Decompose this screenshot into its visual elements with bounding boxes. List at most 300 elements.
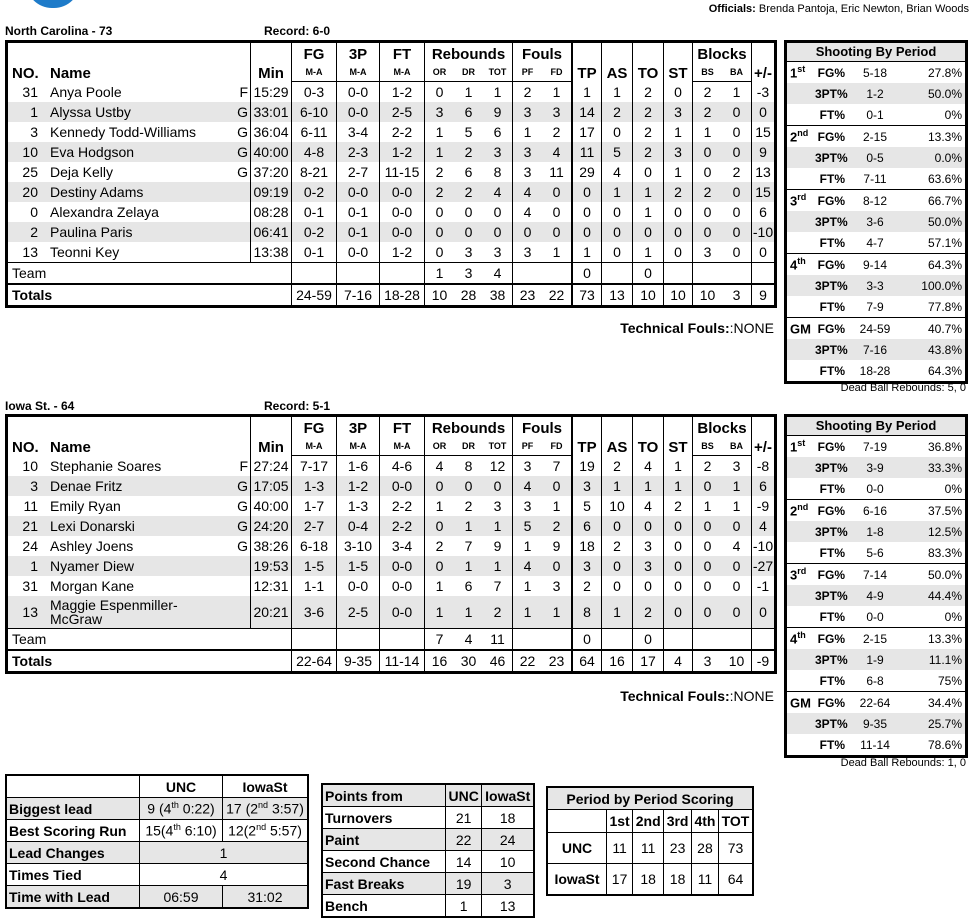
shooting-row — [787, 211, 965, 232]
stat-as: 0 — [602, 576, 633, 596]
shooting-row — [787, 147, 965, 168]
shooting-period — [787, 318, 965, 381]
total-dr: 30 — [454, 650, 483, 671]
scoring-run-isu: 12(2nd 5:57) — [223, 820, 309, 842]
player-name: Deja Kelly G — [50, 164, 248, 180]
shooting-period — [787, 436, 965, 500]
stat-to: 2 — [633, 102, 664, 122]
player-name: Stephanie Soares F — [50, 457, 248, 474]
stat-tp3: 2-5 — [337, 596, 380, 629]
biggest-lead-unc: 9 (4th 0:22) — [140, 798, 223, 820]
shooting-stat: 3PT% — [815, 343, 848, 357]
col-fouls: Fouls — [513, 43, 573, 63]
team-title-isu: Iowa St. - 64 — [5, 399, 75, 413]
stat-pm: 15 — [752, 182, 775, 202]
stat-tp3: 3-10 — [337, 536, 380, 556]
period-score: 73 — [718, 833, 753, 864]
player-number: 24 — [22, 538, 38, 554]
scoring-run-label: Best Scoring Run — [6, 820, 140, 842]
shooting-made-attempted: 0-1 — [866, 108, 884, 122]
officials: Officials: Brenda Pantoja, Eric Newton, Brian Woods — [708, 3, 969, 15]
player-number: 0 — [30, 204, 38, 220]
player-number: 11 — [23, 498, 38, 514]
player-number: 31 — [22, 578, 38, 594]
points-from-label: Bench — [322, 895, 446, 918]
team-fg — [292, 629, 337, 651]
col-st: ST — [664, 43, 693, 82]
stat-tp3: 0-0 — [337, 82, 380, 103]
period-score: 28 — [691, 833, 718, 864]
stat-dr: 1 — [464, 84, 473, 100]
stat-tp3: 0-4 — [337, 516, 380, 536]
stat-pm: -9 — [752, 496, 775, 516]
col-isu: IowaSt — [223, 775, 309, 798]
shooting-pct: 0% — [944, 108, 962, 122]
stat-to: 1 — [633, 242, 664, 263]
player-minutes: 17:05 — [251, 476, 292, 496]
stat-fg: 0-1 — [292, 242, 337, 263]
stat-or: 4 — [425, 456, 455, 477]
stat-ba: 0 — [732, 204, 741, 220]
shooting-made-attempted: 7-11 — [863, 172, 887, 186]
stat-fd: 0 — [542, 182, 572, 202]
times-tied-label: Times Tied — [6, 864, 140, 886]
shooting-pct: 66.7% — [927, 194, 962, 208]
shooting-pct: 0.0% — [934, 151, 962, 165]
shooting-stat: FG% — [817, 440, 845, 454]
player-row — [8, 596, 774, 629]
team-fg — [292, 263, 337, 285]
shooting-made-attempted: 22-64 — [859, 696, 891, 710]
shooting-stat: FT% — [819, 482, 845, 496]
shooting-row — [787, 564, 965, 585]
shooting-stat: FG% — [817, 568, 845, 582]
stat-dr: 6 — [454, 102, 483, 122]
shooting-stat: FT% — [819, 546, 845, 560]
team-tot: 11 — [483, 629, 513, 651]
shooting-pct: 43.8% — [927, 343, 962, 357]
stat-fg: 0-3 — [292, 82, 337, 103]
stat-to: 2 — [633, 82, 664, 103]
stat-ba: 1 — [732, 84, 741, 100]
player-name: Eva Hodgson G — [46, 142, 251, 162]
stat-fd: 2 — [552, 124, 561, 140]
stat-tp3: 0-1 — [337, 222, 380, 242]
shooting-pct: 50.0% — [927, 87, 962, 101]
stat-ft: 0-0 — [380, 182, 425, 202]
total-ba: 3 — [722, 284, 752, 305]
stat-ba: 0 — [732, 124, 741, 140]
shooting-row — [787, 670, 965, 691]
shooting-title: Shooting By Period — [787, 43, 965, 62]
stat-bs: 0 — [693, 202, 723, 222]
team-st — [664, 629, 693, 651]
col-tp: TP — [572, 417, 602, 456]
shooting-made-attempted: 7-19 — [862, 440, 888, 454]
team-tp3 — [337, 263, 380, 285]
shooting-made-attempted: 6-8 — [866, 674, 884, 688]
shooting-stat: 3PT% — [815, 215, 848, 229]
shooting-made-attempted: 0-0 — [866, 482, 884, 496]
stat-tot: 9 — [483, 102, 513, 122]
shooting-row — [787, 296, 965, 317]
player-name: Kennedy Todd-Williams G — [50, 124, 248, 140]
points-from-isu: 3 — [482, 873, 534, 895]
player-number: 2 — [8, 222, 46, 242]
player-name: Denae Fritz G — [46, 476, 251, 496]
shooting-by-period-unc — [784, 40, 968, 384]
period-score: 11 — [633, 833, 664, 864]
stat-st: 0 — [664, 202, 693, 222]
player-row — [8, 516, 774, 536]
shooting-stat: 3PT% — [815, 589, 848, 603]
player-position: F — [239, 457, 248, 474]
player-position: F — [239, 83, 248, 100]
shooting-pct: 50.0% — [927, 215, 962, 229]
stat-to: 4 — [633, 456, 664, 477]
shooting-stat: FT% — [819, 108, 845, 122]
points-from-unc: 22 — [446, 829, 482, 851]
player-row — [8, 496, 774, 516]
shooting-period — [787, 126, 965, 190]
player-position: G — [237, 498, 248, 514]
player-row — [8, 82, 774, 103]
shooting-made-attempted: 6-16 — [862, 504, 888, 518]
shooting-pct: 57.1% — [927, 236, 962, 250]
stat-pm: -3 — [752, 82, 775, 103]
technical-fouls-isu: Technical Fouls::NONE — [620, 688, 774, 704]
stat-tp3: 2-3 — [337, 142, 380, 162]
stat-pf: 1 — [513, 596, 543, 629]
stat-tp: 0 — [572, 202, 602, 222]
stat-st: 0 — [664, 536, 693, 556]
scoring-run-unc: 15(4th 6:10) — [140, 820, 223, 842]
stat-dr: 1 — [454, 516, 483, 536]
stat-or: 0 — [425, 476, 455, 496]
stat-tp3: 0-1 — [337, 202, 380, 222]
totals-label: Totals — [8, 284, 292, 305]
stat-tot: 0 — [483, 476, 513, 496]
player-minutes: 15:29 — [251, 82, 292, 103]
shooting-made-attempted: 1-8 — [866, 525, 884, 539]
shooting-stat: FG% — [817, 322, 845, 336]
period-number: 1st — [790, 64, 806, 81]
stat-tot: 4 — [483, 182, 513, 202]
total-or: 10 — [425, 284, 455, 305]
total-pm: -9 — [752, 650, 775, 671]
shooting-made-attempted: 9-14 — [862, 258, 888, 272]
stat-dr: 7 — [464, 538, 473, 554]
stat-fg: 4-8 — [292, 142, 337, 162]
period-team: IowaSt — [547, 864, 607, 896]
period-col: TOT — [718, 810, 753, 833]
period-number: 2nd — [790, 502, 809, 519]
stat-bs: 0 — [693, 222, 723, 242]
player-number: 1 — [8, 102, 46, 122]
col-no: NO. — [12, 64, 39, 82]
player-minutes: 13:38 — [251, 242, 292, 263]
stat-to: 1 — [633, 202, 664, 222]
stat-as: 1 — [602, 182, 633, 202]
shooting-pct: 50.0% — [927, 568, 962, 582]
stat-dr: 0 — [454, 222, 483, 242]
team-bs — [693, 629, 723, 651]
col-fg-ma: M-A — [292, 63, 337, 82]
stat-to: 3 — [633, 536, 664, 556]
period-score: 18 — [664, 864, 692, 896]
stat-dr: 0 — [464, 204, 473, 220]
stat-tp3: 0-0 — [337, 182, 380, 202]
player-minutes: 33:01 — [251, 102, 292, 122]
stat-fd: 0 — [542, 222, 572, 242]
stat-ft: 1-2 — [380, 82, 425, 103]
shooting-row — [787, 318, 965, 339]
stat-tp3: 3-4 — [337, 122, 380, 142]
team-ft — [380, 629, 425, 651]
shooting-pct: 0% — [944, 482, 962, 496]
stat-pm: 4 — [752, 516, 775, 536]
shooting-row — [787, 649, 965, 670]
stat-as: 0 — [602, 556, 633, 576]
stat-ft: 1-2 — [380, 142, 425, 162]
stat-ft: 0-0 — [380, 222, 425, 242]
stat-as: 0 — [602, 242, 633, 263]
col-or: OR — [425, 63, 455, 82]
stat-fd: 0 — [542, 476, 572, 496]
player-position: G — [237, 104, 248, 120]
total-tp: 73 — [572, 284, 602, 305]
player-position: G — [237, 164, 248, 180]
box-score-unc — [5, 40, 777, 308]
points-from-label: Turnovers — [322, 807, 446, 829]
col-to: TO — [633, 43, 664, 82]
stat-bs: 2 — [693, 102, 723, 122]
box-score-isu — [5, 414, 777, 674]
shooting-made-attempted: 7-16 — [862, 343, 888, 357]
stat-ba: 0 — [722, 516, 752, 536]
stat-as: 0 — [602, 516, 633, 536]
stat-bs: 0 — [693, 556, 723, 576]
col-tp: TP — [572, 43, 602, 82]
shooting-made-attempted: 9-35 — [862, 717, 888, 731]
shooting-stat: FT% — [819, 674, 845, 688]
stat-tp: 3 — [572, 556, 602, 576]
shooting-row — [787, 168, 965, 189]
player-minutes: 40:00 — [251, 496, 292, 516]
stat-dr: 2 — [454, 182, 483, 202]
stat-dr: 3 — [464, 244, 473, 260]
shooting-pct: 25.7% — [927, 717, 962, 731]
points-from-isu: 18 — [482, 807, 534, 829]
stat-tp: 3 — [572, 476, 602, 496]
lead-changes-value: 1 — [140, 842, 309, 864]
period-scoring-title: Period by Period Scoring — [547, 787, 753, 810]
stat-or: 1 — [425, 142, 455, 162]
col-as: AS — [602, 417, 633, 456]
stat-dr: 1 — [454, 596, 483, 629]
stat-fd: 1 — [552, 84, 561, 100]
stat-fg: 2-7 — [292, 516, 337, 536]
player-minutes: 37:20 — [251, 162, 292, 182]
stat-to: 2 — [633, 596, 664, 629]
stat-or: 2 — [425, 536, 455, 556]
stat-to: 0 — [633, 222, 664, 242]
stat-ba: 3 — [732, 458, 741, 474]
col-3p: 3P — [337, 43, 380, 63]
points-from-label: Paint — [322, 829, 446, 851]
player-number: 13 — [8, 596, 46, 629]
shooting-pct: 33.3% — [927, 461, 962, 475]
stat-tot: 2 — [483, 596, 513, 629]
shooting-made-attempted: 5-18 — [862, 66, 888, 80]
points-from-row — [322, 851, 534, 873]
stat-tp3: 0-0 — [337, 102, 380, 122]
stat-as: 4 — [602, 162, 633, 182]
shooting-stat: FT% — [819, 610, 845, 624]
stat-pf: 3 — [513, 102, 543, 122]
stat-tp3: 1-5 — [337, 556, 380, 576]
shooting-row — [787, 734, 965, 755]
shooting-row — [787, 232, 965, 253]
player-number: 3 — [8, 476, 46, 496]
shooting-row — [787, 254, 965, 275]
stat-ft: 2-2 — [380, 122, 425, 142]
shooting-made-attempted: 7-9 — [866, 300, 884, 314]
stat-tp3: 0-0 — [337, 576, 380, 596]
team-fd — [542, 263, 572, 285]
shooting-by-period-isu — [784, 414, 968, 758]
period-score: 64 — [718, 864, 753, 896]
stat-tp: 11 — [572, 142, 602, 162]
stat-tot: 0 — [493, 204, 502, 220]
shooting-pct: 34.4% — [927, 696, 962, 710]
stat-fg: 6-18 — [292, 536, 337, 556]
total-tot: 46 — [483, 650, 513, 671]
shooting-pct: 63.6% — [927, 172, 962, 186]
col-bs: BS — [693, 437, 723, 456]
team-dr: 4 — [454, 629, 483, 651]
stat-bs: 2 — [693, 82, 723, 103]
player-minutes: 06:41 — [251, 222, 292, 242]
stat-to: 2 — [633, 142, 664, 162]
stat-tp3: 1-2 — [337, 476, 380, 496]
total-pm: 9 — [752, 284, 775, 305]
stat-ft: 2-2 — [380, 496, 425, 516]
shooting-row — [787, 606, 965, 627]
total-as: 13 — [602, 284, 633, 305]
total-pf: 23 — [513, 284, 543, 305]
stat-to: 0 — [633, 162, 664, 182]
stat-st: 3 — [664, 102, 693, 122]
stat-ba: 4 — [732, 538, 741, 554]
shooting-pct: 100.0% — [921, 279, 962, 293]
col-plus-minus: +/- — [752, 43, 775, 82]
stat-pf: 3 — [513, 242, 543, 263]
stat-ft: 1-2 — [380, 242, 425, 263]
stat-tot: 9 — [493, 538, 502, 554]
player-row — [8, 476, 774, 496]
shooting-period — [787, 190, 965, 254]
stat-fg: 0-2 — [292, 182, 337, 202]
stat-tot: 12 — [489, 458, 506, 474]
player-name: Destiny Adams — [46, 182, 251, 202]
stat-ba: 0 — [732, 244, 741, 260]
shooting-row — [787, 436, 965, 457]
times-tied-value: 4 — [140, 864, 309, 886]
stat-fg: 1-5 — [292, 556, 337, 576]
shooting-made-attempted: 0-5 — [866, 151, 884, 165]
period-number: GM — [790, 321, 811, 337]
shooting-stat: 3PT% — [815, 279, 848, 293]
stat-as: 2 — [602, 456, 633, 477]
stat-bs: 2 — [693, 456, 723, 477]
stat-tp: 1 — [572, 242, 602, 263]
stat-or: 3 — [425, 102, 455, 122]
col-no: NO. — [12, 438, 39, 456]
stat-or: 0 — [425, 82, 455, 103]
shooting-stat: 3PT% — [815, 717, 848, 731]
stat-pf: 0 — [513, 222, 543, 242]
team-as — [602, 263, 633, 285]
stat-st: 1 — [664, 162, 693, 182]
stat-fg: 0-2 — [292, 222, 337, 242]
shooting-stat: 3PT% — [815, 653, 848, 667]
stat-pf: 3 — [513, 162, 543, 182]
stat-st: 0 — [664, 516, 693, 536]
totals-row — [8, 284, 774, 305]
stat-fd: 3 — [552, 578, 561, 594]
points-from-label: Fast Breaks — [322, 873, 446, 895]
stat-as: 0 — [602, 122, 633, 142]
points-from-header: Points from — [322, 784, 446, 807]
player-number: 3 — [30, 124, 38, 140]
col-3p-ma: M-A — [337, 63, 380, 82]
shooting-row — [787, 521, 965, 542]
period-number: 2nd — [790, 128, 809, 145]
team-or: 1 — [425, 263, 455, 285]
time-with-lead-isu: 31:02 — [223, 886, 309, 909]
stat-ba: 0 — [722, 182, 752, 202]
points-from-unc: 14 — [446, 851, 482, 873]
team-tp3 — [337, 629, 380, 651]
total-tp3: 7-16 — [337, 284, 380, 305]
shooting-pct: 13.3% — [927, 130, 962, 144]
shooting-pct: 64.3% — [927, 364, 962, 378]
totals-row — [8, 650, 774, 671]
stat-dr: 6 — [464, 164, 473, 180]
col-blocks: Blocks — [693, 43, 752, 63]
team-ba — [722, 263, 752, 285]
player-position: G — [237, 518, 248, 534]
stat-pf: 1 — [513, 536, 543, 556]
player-number: 13 — [22, 244, 38, 260]
stat-pf: 1 — [513, 122, 543, 142]
total-ft: 18-28 — [380, 284, 425, 305]
period-col: 1st — [607, 810, 633, 833]
team-pm — [752, 629, 775, 651]
total-fg: 22-64 — [292, 650, 337, 671]
player-name: Teonni Key — [50, 244, 120, 260]
stat-or: 0 — [425, 242, 455, 263]
stat-ft: 0-0 — [380, 596, 425, 629]
stat-ft: 0-0 — [380, 576, 425, 596]
shooting-period — [787, 500, 965, 564]
stat-tp: 8 — [572, 596, 602, 629]
team-tp: 0 — [572, 263, 602, 285]
player-name: Lexi Donarski G — [46, 516, 251, 536]
period-col: 2nd — [633, 810, 664, 833]
stat-or: 2 — [425, 162, 455, 182]
